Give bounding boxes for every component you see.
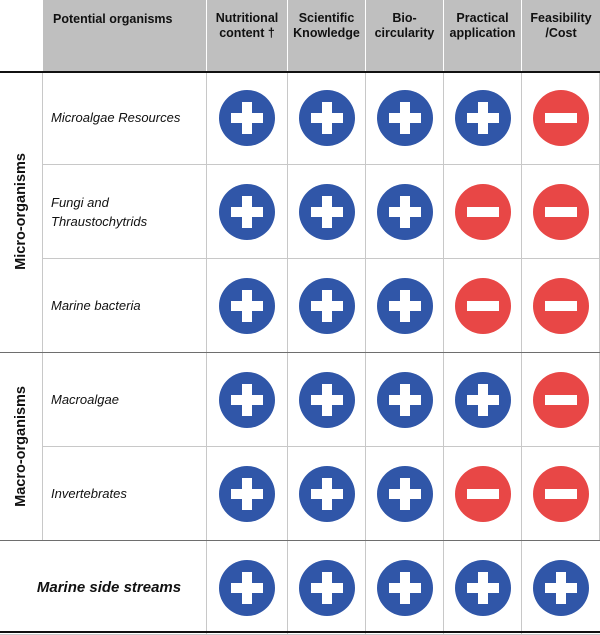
rating-cell-fungi-thraustochytrids-scientific-knowledge bbox=[288, 165, 366, 259]
plus-circle-icon bbox=[219, 466, 275, 522]
plus-circle-icon bbox=[299, 90, 355, 146]
plus-circle-icon bbox=[455, 372, 511, 428]
plus-circle-icon bbox=[533, 560, 589, 616]
minus-circle-icon bbox=[455, 278, 511, 334]
header-nutritional-content: Nutritional content † bbox=[207, 0, 288, 71]
group-label-micro: Micro-organisms bbox=[13, 153, 29, 270]
rating-cell-macroalgae-feasibility-cost bbox=[522, 353, 600, 447]
rating-cell-marine-bacteria-bio-circularity bbox=[366, 259, 444, 353]
rating-cell-macroalgae-practical-application bbox=[444, 353, 522, 447]
plus-circle-icon bbox=[219, 90, 275, 146]
row-label-invertebrates: Invertebrates bbox=[43, 447, 207, 541]
rating-cell-invertebrates-nutritional-content bbox=[207, 447, 288, 541]
row-label-marine-side-streams: Marine side streams bbox=[0, 541, 207, 635]
rating-cell-marine-bacteria-practical-application bbox=[444, 259, 522, 353]
rating-cell-marine-bacteria-feasibility-cost bbox=[522, 259, 600, 353]
plus-circle-icon bbox=[455, 90, 511, 146]
header-practical-application: Practical application bbox=[444, 0, 522, 71]
rating-cell-fungi-thraustochytrids-bio-circularity bbox=[366, 165, 444, 259]
row-label-marine-bacteria: Marine bacteria bbox=[43, 259, 207, 353]
minus-circle-icon bbox=[455, 184, 511, 240]
minus-circle-icon bbox=[533, 184, 589, 240]
rating-cell-microalgae-resources-feasibility-cost bbox=[522, 71, 600, 165]
rating-cell-marine-side-streams-bio-circularity bbox=[366, 541, 444, 635]
plus-circle-icon bbox=[299, 184, 355, 240]
plus-circle-icon bbox=[377, 466, 433, 522]
rating-cell-microalgae-resources-nutritional-content bbox=[207, 71, 288, 165]
plus-circle-icon bbox=[299, 372, 355, 428]
header-blank-cell bbox=[0, 0, 43, 71]
rating-cell-marine-side-streams-feasibility-cost bbox=[522, 541, 600, 635]
group-divider-1 bbox=[0, 352, 600, 353]
plus-circle-icon bbox=[219, 184, 275, 240]
plus-circle-icon bbox=[219, 372, 275, 428]
header-potential-organisms: Potential organisms bbox=[43, 0, 207, 71]
header-scientific-knowledge: Scientific Knowledge bbox=[288, 0, 366, 71]
minus-circle-icon bbox=[533, 372, 589, 428]
rating-cell-microalgae-resources-practical-application bbox=[444, 71, 522, 165]
plus-circle-icon bbox=[219, 560, 275, 616]
rating-cell-microalgae-resources-scientific-knowledge bbox=[288, 71, 366, 165]
minus-circle-icon bbox=[533, 90, 589, 146]
rating-cell-marine-bacteria-scientific-knowledge bbox=[288, 259, 366, 353]
header-feasibility-cost: Feasibility /Cost bbox=[522, 0, 600, 71]
minus-circle-icon bbox=[533, 466, 589, 522]
rating-cell-invertebrates-scientific-knowledge bbox=[288, 447, 366, 541]
rating-cell-invertebrates-bio-circularity bbox=[366, 447, 444, 541]
rating-cell-fungi-thraustochytrids-feasibility-cost bbox=[522, 165, 600, 259]
rating-cell-marine-side-streams-nutritional-content bbox=[207, 541, 288, 635]
group-micro-organisms bbox=[0, 71, 43, 353]
rating-cell-marine-bacteria-nutritional-content bbox=[207, 259, 288, 353]
row-label-macroalgae: Macroalgae bbox=[43, 353, 207, 447]
plus-circle-icon bbox=[377, 184, 433, 240]
plus-circle-icon bbox=[377, 372, 433, 428]
rating-cell-invertebrates-practical-application bbox=[444, 447, 522, 541]
rating-cell-macroalgae-scientific-knowledge bbox=[288, 353, 366, 447]
rating-cell-macroalgae-nutritional-content bbox=[207, 353, 288, 447]
plus-circle-icon bbox=[219, 278, 275, 334]
plus-circle-icon bbox=[377, 90, 433, 146]
plus-circle-icon bbox=[377, 560, 433, 616]
header-rule bbox=[0, 71, 600, 73]
rating-cell-invertebrates-feasibility-cost bbox=[522, 447, 600, 541]
group-macro-organisms bbox=[0, 353, 43, 541]
plus-circle-icon bbox=[377, 278, 433, 334]
rating-cell-microalgae-resources-bio-circularity bbox=[366, 71, 444, 165]
plus-circle-icon bbox=[299, 560, 355, 616]
rating-cell-marine-side-streams-scientific-knowledge bbox=[288, 541, 366, 635]
minus-circle-icon bbox=[533, 278, 589, 334]
plus-circle-icon bbox=[299, 466, 355, 522]
rating-cell-macroalgae-bio-circularity bbox=[366, 353, 444, 447]
plus-circle-icon bbox=[455, 560, 511, 616]
header-bio-circularity: Bio- circularity bbox=[366, 0, 444, 71]
row-label-fungi-thraustochytrids: Fungi and Thraustochytrids bbox=[43, 165, 207, 259]
plus-circle-icon bbox=[299, 278, 355, 334]
row-label-microalgae-resources: Microalgae Resources bbox=[43, 71, 207, 165]
group-divider-2 bbox=[0, 540, 600, 541]
minus-circle-icon bbox=[455, 466, 511, 522]
rating-cell-fungi-thraustochytrids-practical-application bbox=[444, 165, 522, 259]
rating-cell-fungi-thraustochytrids-nutritional-content bbox=[207, 165, 288, 259]
group-label-macro: Macro-organisms bbox=[13, 386, 29, 507]
rating-cell-marine-side-streams-practical-application bbox=[444, 541, 522, 635]
